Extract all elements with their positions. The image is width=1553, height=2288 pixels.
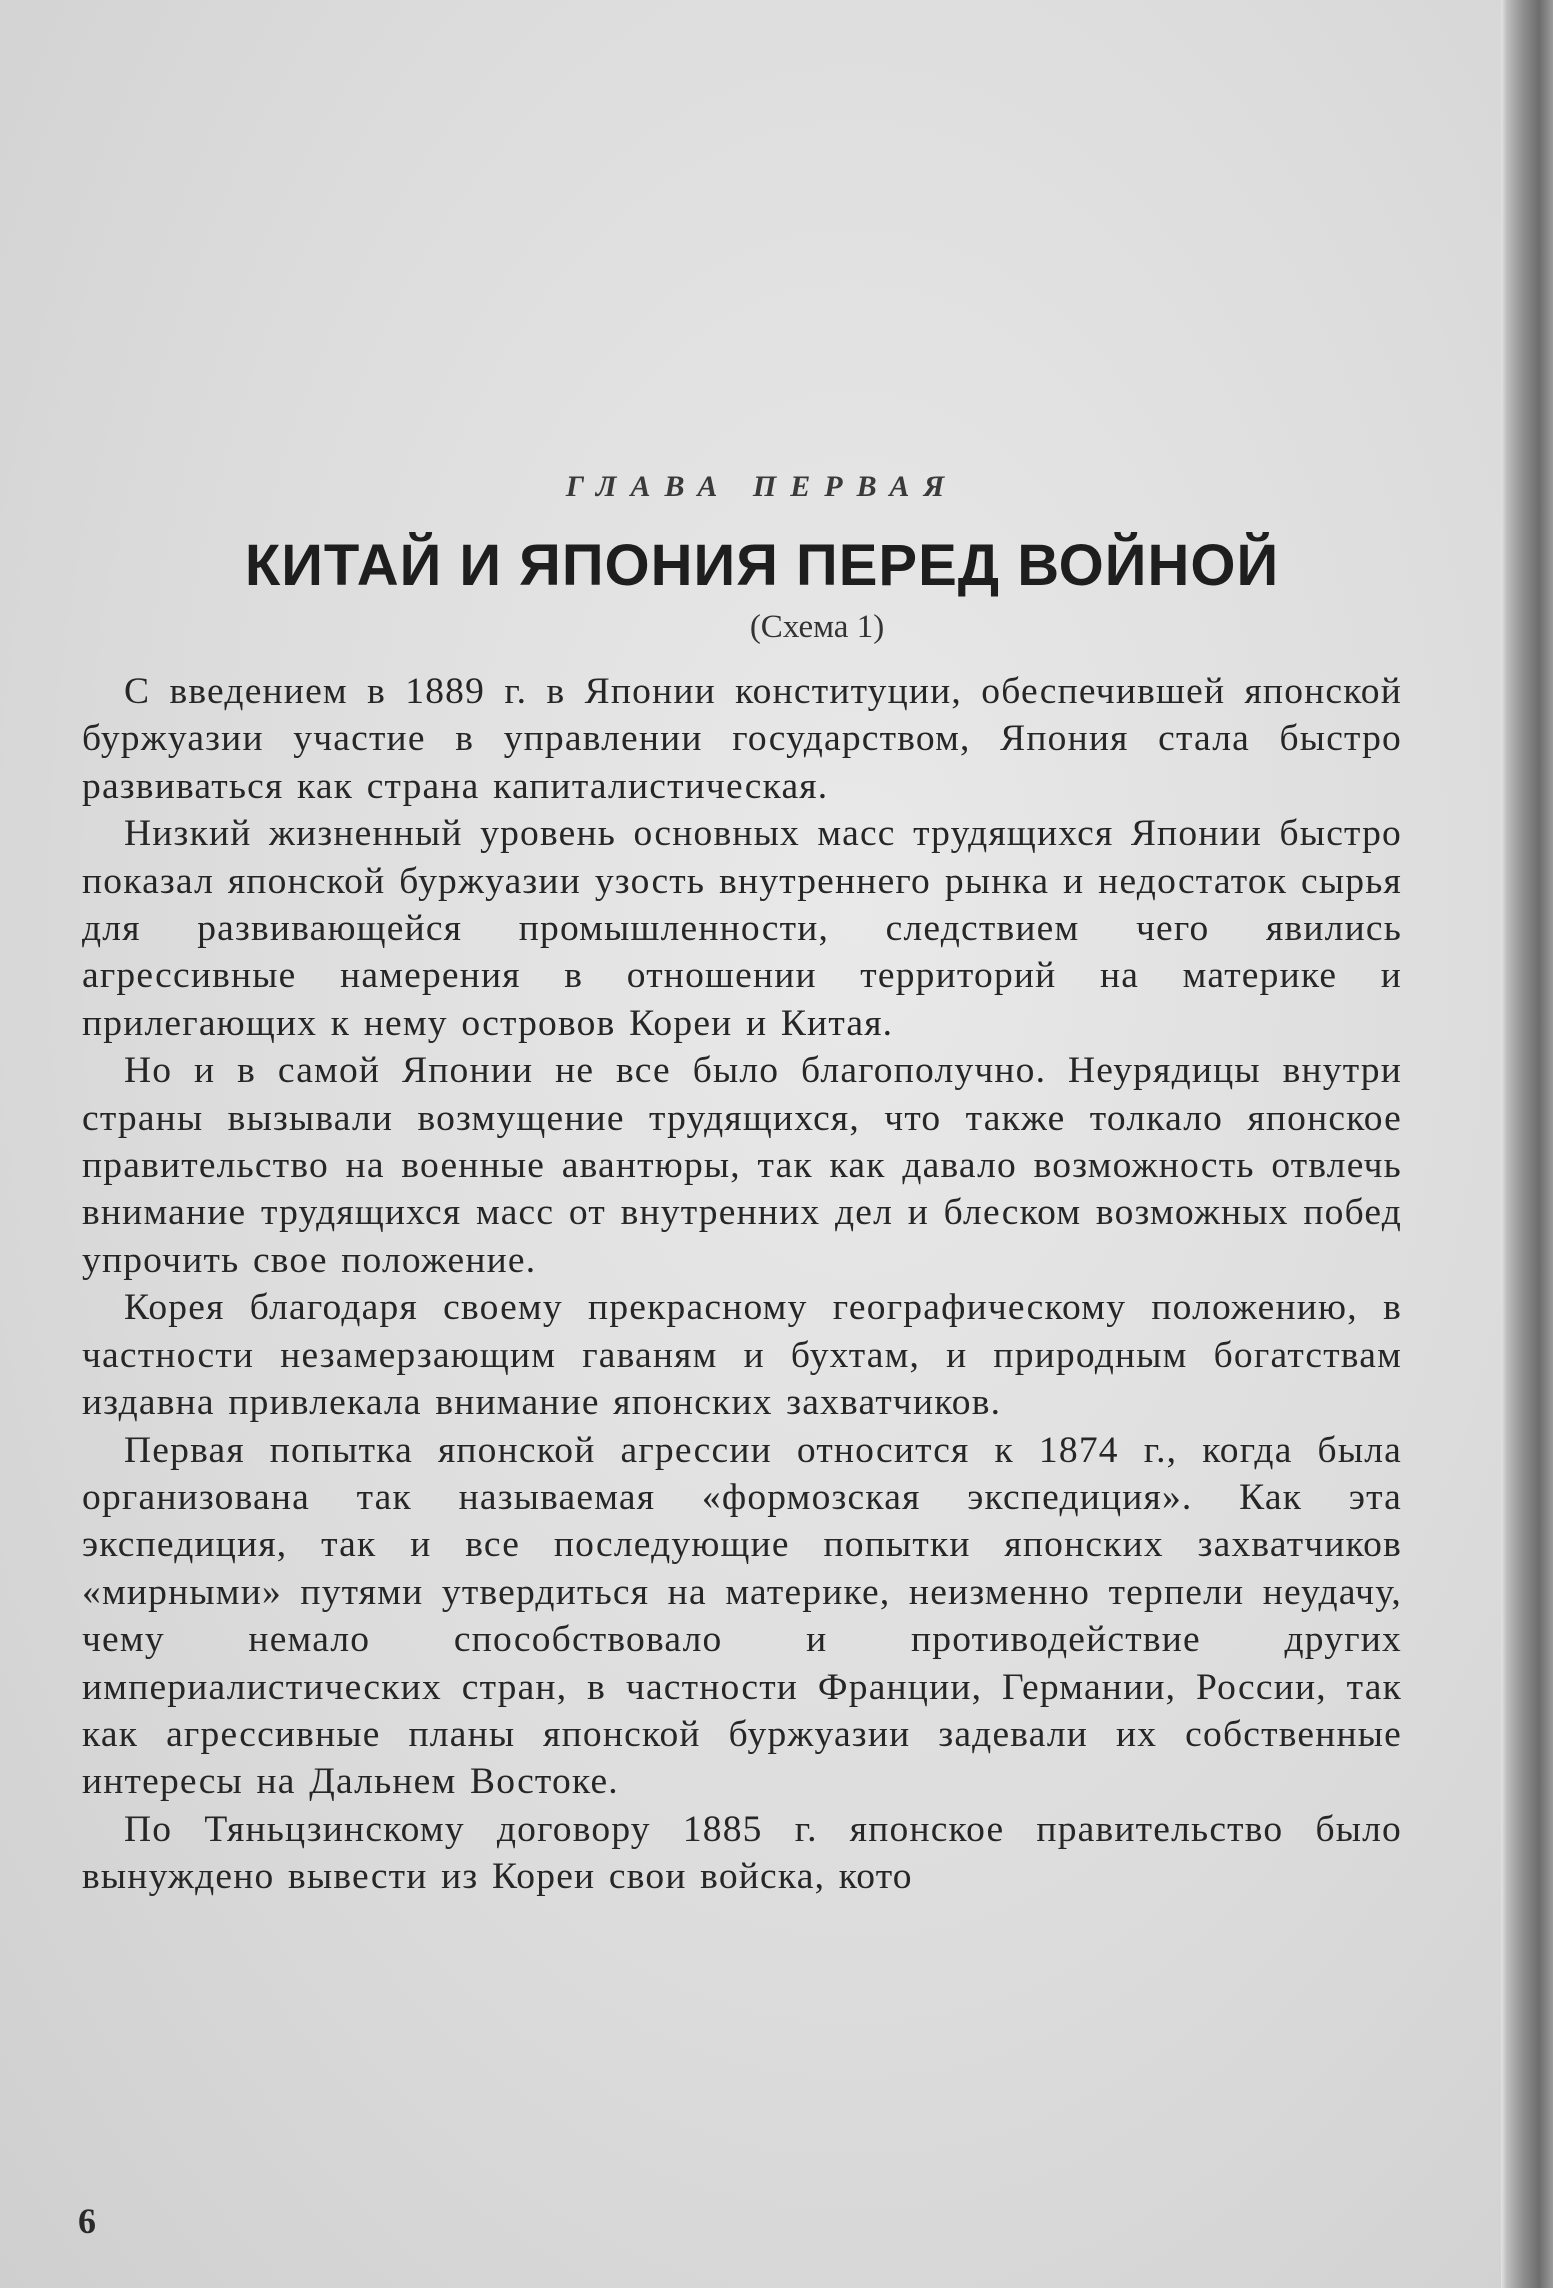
paragraph: Низкий жизненный уровень основных масс трудящихся Японии быстро показал японской буржуазии узость внутреннего рынка и недостаток сырья для развивающейся промышленности, следствием чего явились агрессивные намерения в отношении территорий на материке и прилегающих к нему островов Кореи и Китая. — [82, 813, 1402, 1044]
paragraph: Первая попытка японской агрессии относится к 1874 г., когда была организована так называемая «формозская экспедиция». Как эта экспедиция, так и все последующие попытки японских захватчиков «мирными» путями утвердиться на материке, неизменно терпели неудачу, чему немало способствовало и противодействие других империалистических стран, в частности Франции, Германии, России, так как агрессивные планы японской буржуазии задевали их собственные интересы на Дальнем Востоке. — [82, 1429, 1402, 1803]
page-content — [82, 470, 1402, 1901]
chapter-title: КИТАЙ И ЯПОНИЯ ПЕРЕД ВОЙНОЙ — [244, 533, 1280, 598]
page-number: 6 — [78, 2201, 96, 2241]
scheme-reference: (Схема 1) — [749, 609, 885, 645]
paragraph: С введением в 1889 г. в Японии конституции, обеспечившей японской буржуазии участие в управлении государством, Япония стала быстро развиваться как страна капиталистическая. — [82, 671, 1402, 807]
paragraph: Корея благодаря своему прекрасному географическому положению, в частности незамерзающим гаваням и бухтам, и природным богатствам издавна привлекала внимание японских захватчиков. — [82, 1287, 1402, 1424]
paragraph: По Тяньцзинскому договору 1885 г. японское правительство было вынуждено вывести из Кореи свои войска, кото — [82, 1808, 1402, 1898]
paragraph: Но и в самой Японии не все было благополучно. Неурядицы внутри страны вызывали возмущение трудящихся, что также толкало японское правительство на военные авантюры, так как давало возможность отвлечь внимание трудящихся масс от внутренних дел и блеском возможных побед упрочить свое положение. — [82, 1050, 1402, 1281]
chapter-label: ГЛАВА ПЕРВАЯ — [565, 470, 959, 503]
book-spine — [1507, 0, 1553, 2288]
